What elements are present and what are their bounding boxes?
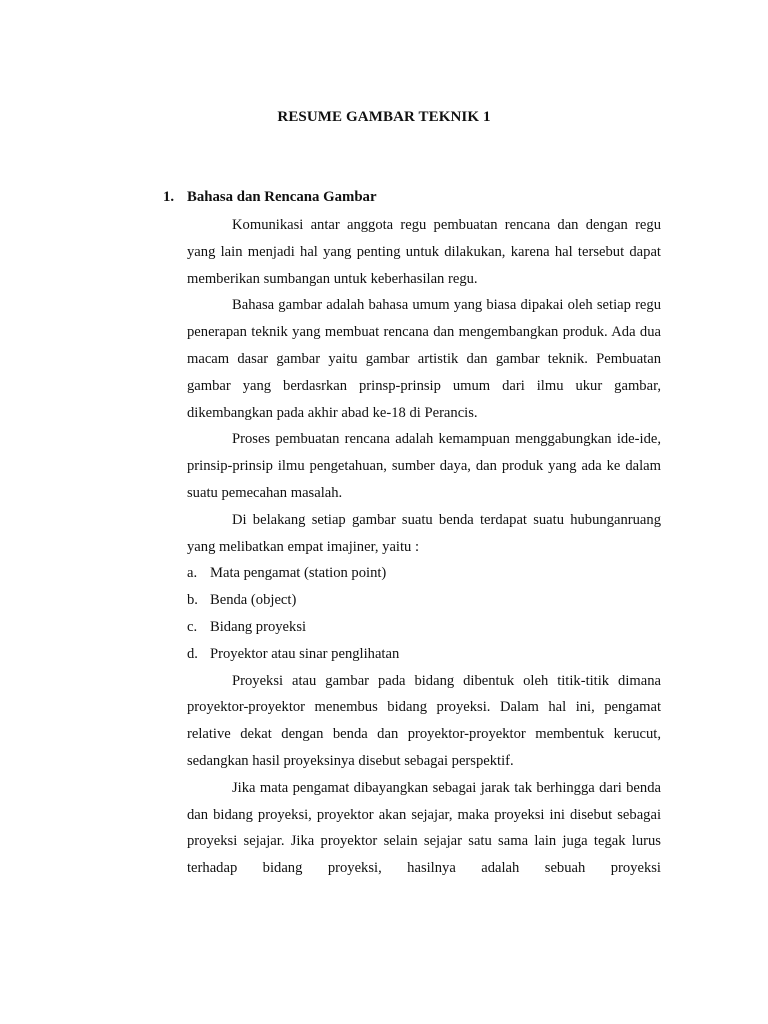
list-item-text: Bidang proyeksi [210, 618, 307, 635]
document-title: RESUME GAMBAR TEKNIK 1 [277, 109, 491, 125]
section-heading-text: Bahasa dan Rencana Gambar [187, 189, 377, 205]
list-item [187, 614, 661, 641]
list-item [187, 641, 661, 668]
list-marker: b. [187, 592, 198, 609]
list-item-text: Benda (object) [210, 592, 297, 609]
paragraph: Jika mata pengamat dibayangkan sebagai jarak tak berhingga dari benda dan bidang proyeksi, proyektor akan sejajar, maka proyeksi ini disebut sebagai proyeksi sejajar. Jika proyektor selain sejajar satu sama lain juga tegak lurus terhadap bidang proyeksi, hasilnya adalah sebuah proyeksi [187, 779, 661, 877]
list-item-text: Proyektor atau sinar penglihatan [210, 645, 400, 662]
paragraph: Proyeksi atau gambar pada bidang dibentuk oleh titik-titik dimana proyektor-proyektor menembus bidang proyeksi. Dalam hal ini, pengamat relative dekat dengan benda dan proyektor-proyektor membentuk kerucut, sedangkan hasil proyeksinya disebut sebagai perspektif. [187, 672, 661, 769]
paragraph: Bahasa gambar adalah bahasa umum yang biasa dipakai oleh setiap regu penerapan teknik yang membuat rencana dan mengembangkan produk. Ada dua macam dasar gambar yaitu gambar artistik dan gambar teknik. Pembuatan gambar yang berdasrkan prinsp-prinsip umum dari ilmu ukur gambar, dikembangkan pada akhir abad ke-18 di Perancis. [187, 297, 661, 421]
paragraph: Di belakang setiap gambar suatu benda terdapat suatu hubunganruang yang melibatkan empat imajiner, yaitu : [187, 511, 661, 555]
list-marker: a. [187, 565, 198, 582]
paragraph: Komunikasi antar anggota regu pembuatan rencana dan dengan regu yang lain menjadi hal yang penting untuk dilakukan, karena hal tersebut dapat memberikan sumbangan untuk keberhasilan regu. [187, 217, 661, 287]
list-item-text: Mata pengamat (station point) [210, 565, 387, 582]
list-marker: d. [187, 645, 198, 662]
imaginary-elements-list [187, 560, 661, 667]
section-number: 1. [163, 189, 175, 205]
list-marker: c. [187, 618, 198, 635]
list-item [187, 560, 661, 587]
paragraph: Proses pembuatan rencana adalah kemampuan menggabungkan ide-ide, prinsip-prinsip ilmu pengetahuan, sumber daya, dan produk yang ada ke dalam suatu pemecahan masalah. [187, 431, 661, 501]
list-item [187, 587, 661, 614]
section-body [187, 212, 661, 882]
section-heading [163, 189, 377, 206]
